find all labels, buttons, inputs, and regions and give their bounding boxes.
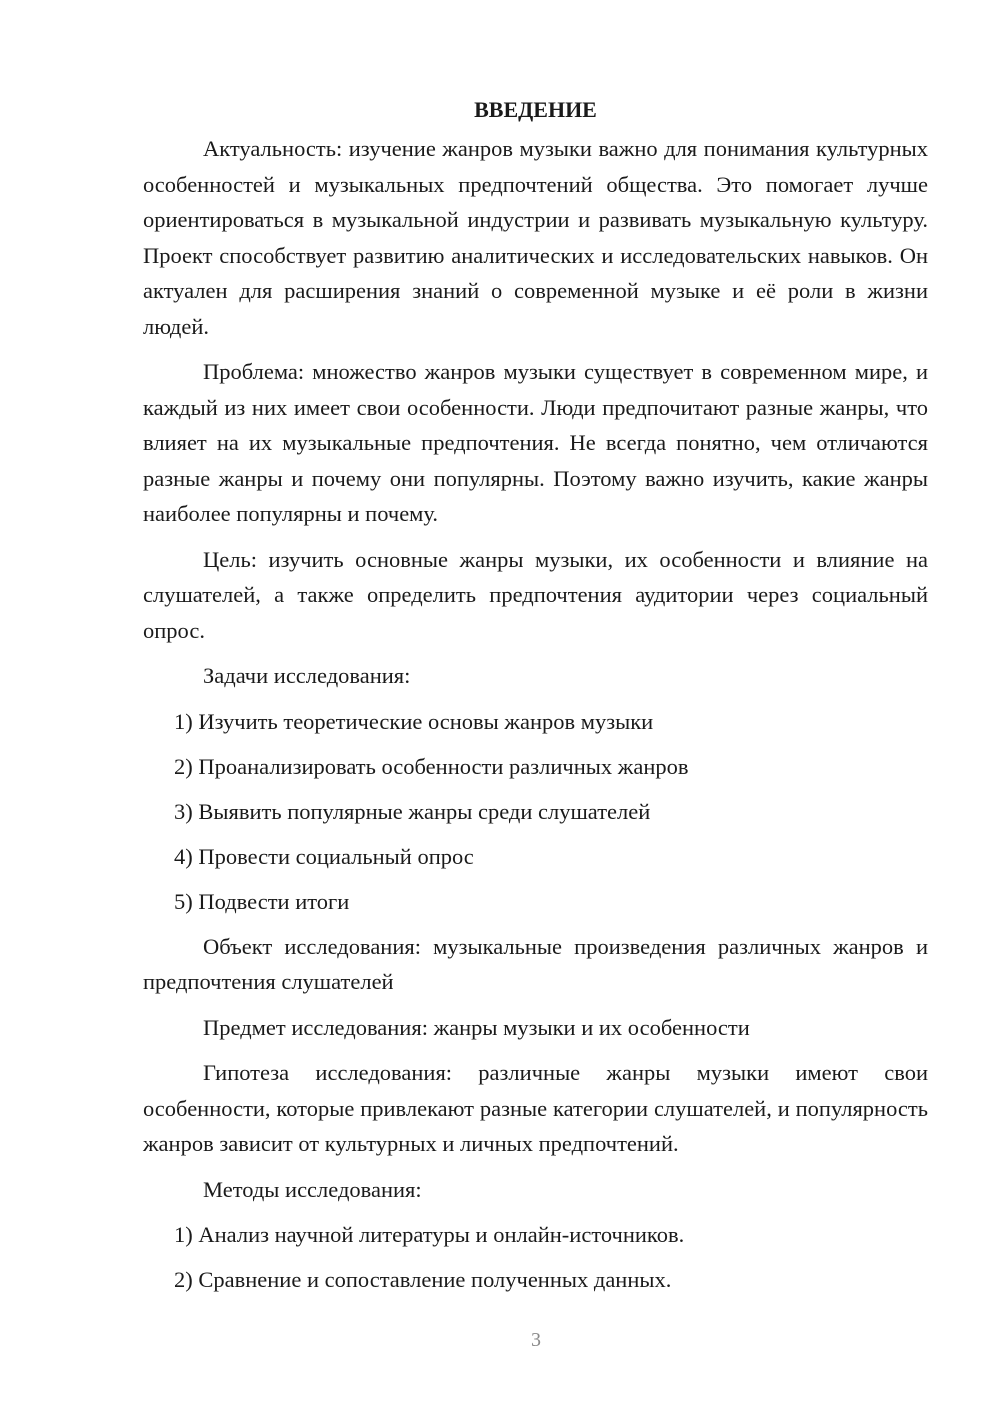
subject-paragraph: Предмет исследования: жанры музыки и их особенности <box>203 1014 750 1040</box>
task-item: 5) Подвести итоги <box>174 888 350 914</box>
problem-paragraph: Проблема: множество жанров музыки существует в современном мире, и каждый из них имеет свои особенности. Люди предпочитают разные жанры, что влияет на их музыкальные предпочтения. Не всегда понятно, чем отличаются разные жанры и почему они популярны. Поэтому важно изучить, какие жанры наиболее популярны и почему. <box>143 359 928 526</box>
task-item: 2) Проанализировать особенности различных жанров <box>174 753 689 779</box>
goal-paragraph: Цель: изучить основные жанры музыки, их особенности и влияние на слушателей, а также определить предпочтения аудитории через социальный опрос. <box>143 546 928 643</box>
page-title: ВВЕДЕНИЕ <box>474 97 597 122</box>
method-item: 2) Сравнение и сопоставление полученных данных. <box>174 1267 672 1292</box>
object-paragraph: Объект исследования: музыкальные произведения различных жанров и предпочтения слушателей <box>143 933 928 994</box>
method-item: 1) Анализ научной литературы и онлайн-источников. <box>174 1222 685 1247</box>
tasks-heading: Задачи исследования: <box>203 663 411 688</box>
relevance-paragraph: Актуальность: изучение жанров музыки важно для понимания культурных особенностей и музыкальных предпочтений общества. Это помогает лучше ориентироваться в музыкальной индустрии и развивать музыкальную культуру. Проект способствует развитию аналитических и исследовательских навыков. Он актуален для расширения знаний о современной музыке и её роли в жизни людей. <box>143 136 928 339</box>
methods-heading: Методы исследования: <box>203 1176 422 1202</box>
document-page <box>143 92 928 1307</box>
tasks-list <box>143 704 928 920</box>
task-item: 4) Провести социальный опрос <box>174 843 474 869</box>
page-number: 3 <box>531 1329 541 1351</box>
hypothesis-paragraph: Гипотеза исследования: различные жанры музыки имеют свои особенности, которые привлекают разные категории слушателей, и популярность жанров зависит от культурных и личных предпочтений. <box>143 1060 928 1156</box>
task-item: 3) Выявить популярные жанры среди слушателей <box>174 798 651 824</box>
task-item: 1) Изучить теоретические основы жанров музыки <box>174 708 654 734</box>
methods-list <box>143 1217 928 1298</box>
